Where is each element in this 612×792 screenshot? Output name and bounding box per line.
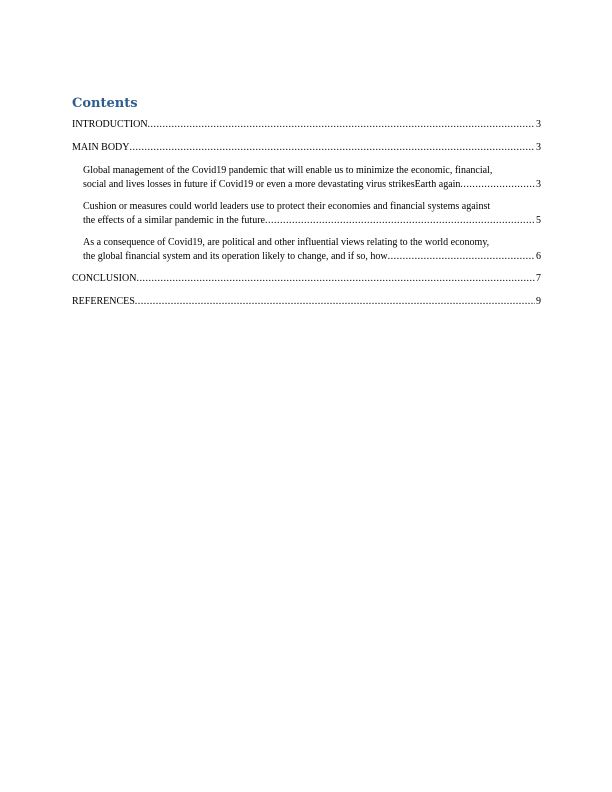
- toc-entry-references[interactable]: [72, 295, 541, 308]
- toc-entry-label: CONCLUSION: [72, 273, 137, 284]
- table-of-contents: [72, 96, 541, 318]
- toc-dot-leader: [388, 250, 535, 264]
- toc-dot-leader: [136, 272, 535, 285]
- toc-entry-label-line1: Cushion or measures could world leaders use to protect their economies and financial systems against: [83, 201, 491, 212]
- toc-entry-label: MAIN BODY: [72, 142, 130, 153]
- toc-entry-introduction[interactable]: [72, 118, 541, 131]
- toc-entry-label-line1: As a consequence of Covid19, are political and other influential views relating to the world economy,: [83, 237, 490, 248]
- toc-entry-line2: [83, 250, 541, 264]
- toc-entry-label: INTRODUCTION: [72, 119, 148, 130]
- toc-entry-label-line2: the global financial system and its operation likely to change, and if so, how: [83, 251, 388, 262]
- toc-entry-label-line2: social and lives losses in future if Covid19 or even a more devastating virus strikesEarth again: [83, 179, 461, 190]
- toc-page-number: 5: [536, 215, 541, 226]
- toc-page-number: 3: [536, 142, 541, 153]
- toc-dot-leader: [135, 295, 535, 308]
- toc-dot-leader: [460, 178, 535, 192]
- toc-entry-label: REFERENCES: [72, 296, 135, 307]
- toc-heading: Contents: [72, 96, 138, 111]
- toc-entry-consequence-covid19[interactable]: [72, 236, 541, 264]
- toc-page-number: 6: [536, 251, 541, 262]
- toc-entry-label-line2: the effects of a similar pandemic in the future: [83, 215, 265, 226]
- toc-entry-global-management[interactable]: [72, 164, 541, 192]
- toc-page-number: 3: [536, 179, 541, 190]
- toc-dot-leader: [265, 214, 535, 228]
- toc-entry-line2: [83, 178, 541, 192]
- toc-page-number: 9: [536, 296, 541, 307]
- toc-entry-cushion-measures[interactable]: [72, 200, 541, 228]
- toc-page-number: 7: [536, 273, 541, 284]
- toc-entry-line2: [83, 214, 541, 228]
- toc-entry-conclusion[interactable]: [72, 272, 541, 285]
- toc-dot-leader: [130, 141, 536, 154]
- toc-entry-label-line1: Global management of the Covid19 pandemic that will enable us to minimize the economic, financial,: [83, 165, 493, 176]
- toc-dot-leader: [148, 118, 535, 131]
- toc-page-number: 3: [536, 119, 541, 130]
- toc-entry-main-body[interactable]: [72, 141, 541, 154]
